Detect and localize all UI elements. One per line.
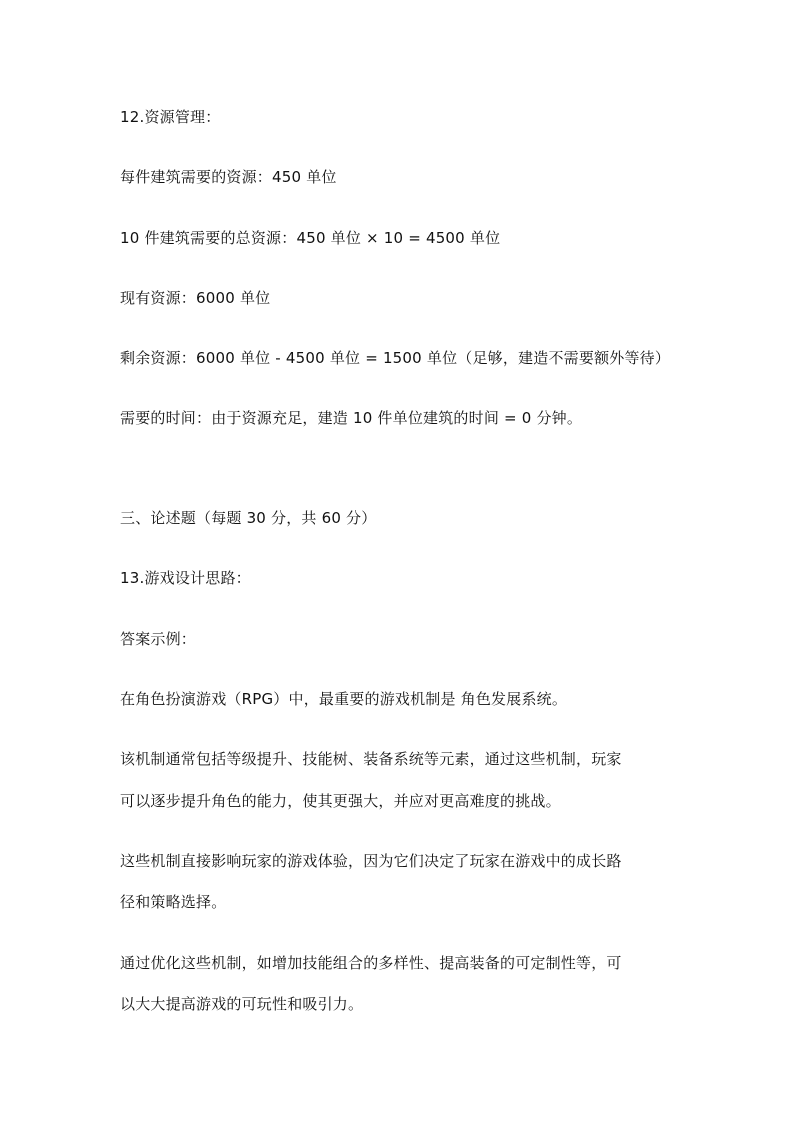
- section-12-heading: 12.资源管理：: [120, 108, 221, 126]
- answer-paragraph-line: 通过优化这些机制，如增加技能组合的多样性、提高装备的可定制性等，可: [120, 954, 622, 972]
- section-13-heading: 13.游戏设计思路：: [120, 569, 251, 587]
- part-3-heading: 三、论述题（每题 30 分，共 60 分）: [120, 509, 377, 527]
- answer-paragraph-line: 在角色扮演游戏（RPG）中，最重要的游戏机制是 角色发展系统。: [120, 690, 568, 708]
- answer-paragraph-line: 这些机制直接影响玩家的游戏体验，因为它们决定了玩家在游戏中的成长路: [120, 852, 622, 870]
- resource-per-building: 每件建筑需要的资源：450 单位: [120, 168, 337, 186]
- answer-paragraph-line: 以大大提高游戏的可玩性和吸引力。: [120, 995, 364, 1013]
- current-resource: 现有资源：6000 单位: [120, 289, 271, 307]
- answer-paragraph-line: 该机制通常包括等级提升、技能树、装备系统等元素，通过这些机制，玩家: [120, 750, 622, 768]
- remaining-resource-calc: 剩余资源：6000 单位 - 4500 单位 = 1500 单位（足够，建造不需要额外等待）: [120, 349, 671, 367]
- time-needed: 需要的时间：由于资源充足，建造 10 件单位建筑的时间 = 0 分钟。: [120, 409, 583, 427]
- answer-label: 答案示例：: [120, 630, 197, 648]
- answer-paragraph-line: 可以逐步提升角色的能力，使其更强大，并应对更高难度的挑战。: [120, 792, 561, 810]
- answer-paragraph-line: 径和策略选择。: [120, 893, 227, 911]
- total-resource-calc: 10 件建筑需要的总资源：450 单位 × 10 = 4500 单位: [120, 229, 501, 247]
